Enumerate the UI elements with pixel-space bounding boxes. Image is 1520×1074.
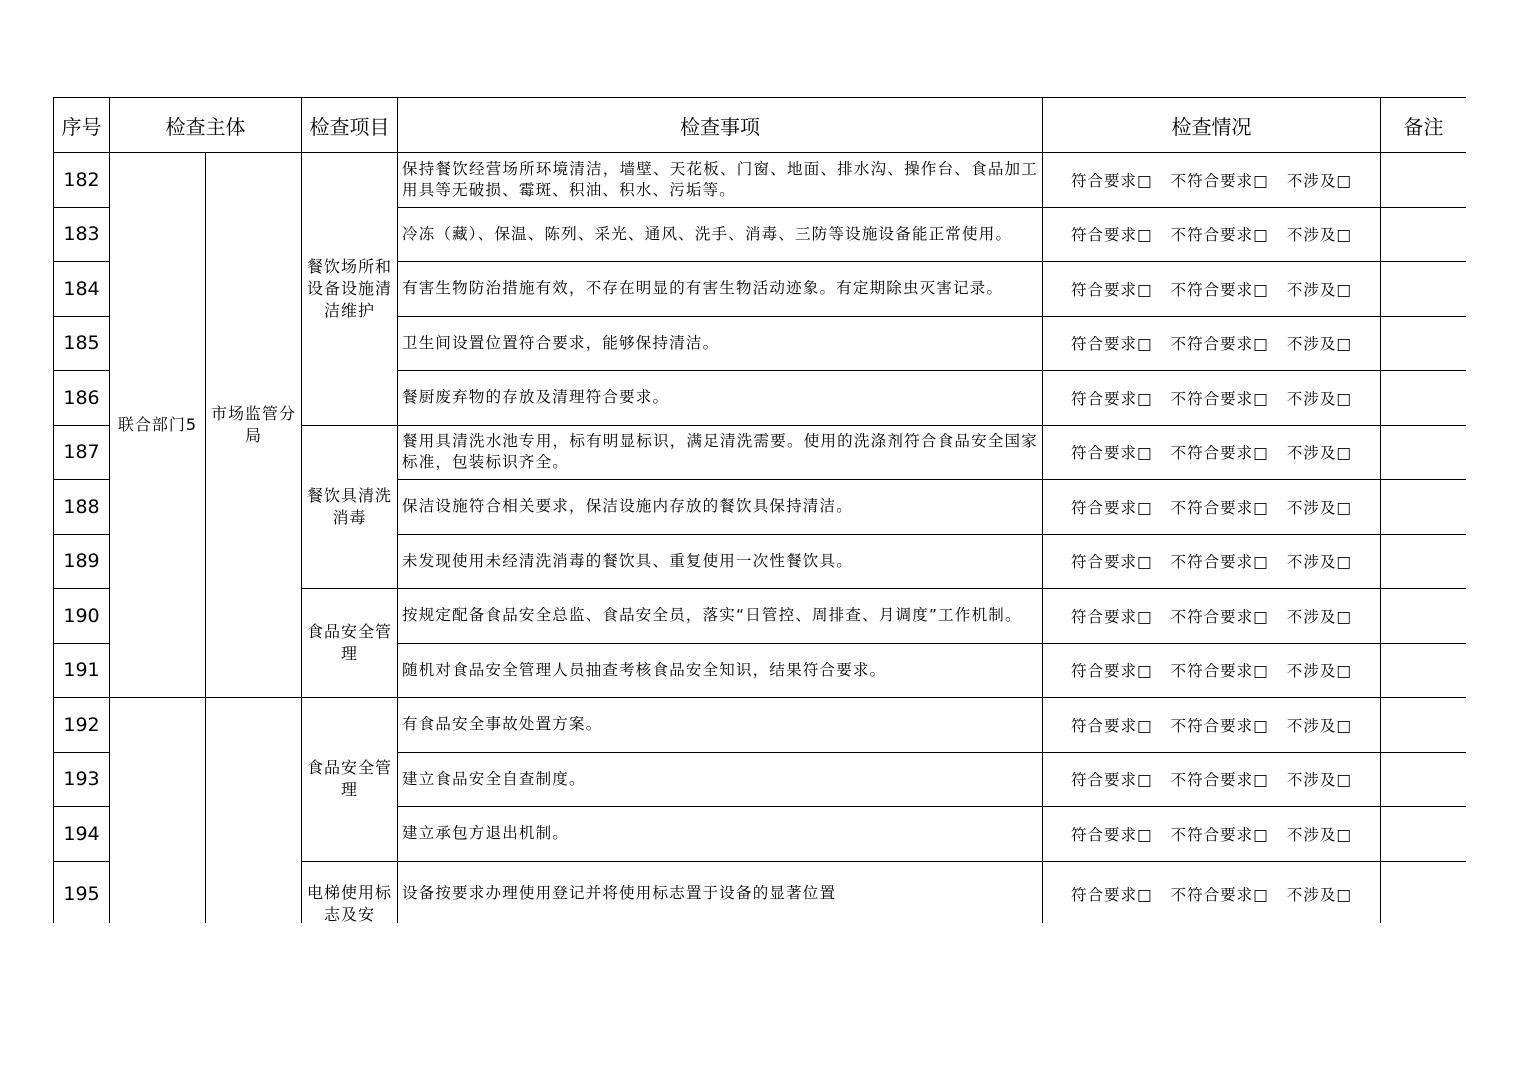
row-item: 建立食品安全自查制度。: [398, 752, 1043, 807]
row-seq: 187: [54, 425, 110, 480]
inspection-table-sheet: [53, 97, 1466, 923]
status-compliant-checkbox[interactable]: 符合要求□: [1071, 226, 1153, 245]
row-status: [1043, 861, 1381, 923]
row-note[interactable]: [1381, 807, 1467, 862]
header-note: 备注: [1381, 98, 1467, 153]
row-item: 有食品安全事故处置方案。: [398, 698, 1043, 753]
status-compliant-checkbox[interactable]: 符合要求□: [1071, 662, 1153, 681]
row-status: [1043, 153, 1381, 208]
header-category: 检查项目: [302, 98, 398, 153]
status-noncompliant-checkbox[interactable]: 不符合要求□: [1170, 662, 1269, 681]
row-status: [1043, 534, 1381, 589]
header-subject: 检查主体: [110, 98, 302, 153]
row-seq: 191: [54, 643, 110, 698]
row-item: 有害生物防治措施有效，不存在明显的有害生物活动迹象。有定期除虫灭害记录。: [398, 262, 1043, 317]
status-noncompliant-checkbox[interactable]: 不符合要求□: [1170, 771, 1269, 790]
row-status: [1043, 316, 1381, 371]
status-na-checkbox[interactable]: 不涉及□: [1286, 771, 1352, 790]
status-na-checkbox[interactable]: 不涉及□: [1286, 171, 1352, 190]
row-seq: 190: [54, 589, 110, 644]
row-status: [1043, 207, 1381, 262]
row-note[interactable]: [1381, 534, 1467, 589]
dept-cell: 联合部门5: [110, 153, 206, 698]
status-na-checkbox[interactable]: 不涉及□: [1286, 716, 1352, 735]
status-noncompliant-checkbox[interactable]: 不符合要求□: [1170, 607, 1269, 626]
row-item: 按规定配备食品安全总监、食品安全员，落实“日管控、周排查、月调度”工作机制。: [398, 589, 1043, 644]
header-item: 检查事项: [398, 98, 1043, 153]
status-noncompliant-checkbox[interactable]: 不符合要求□: [1170, 553, 1269, 572]
status-noncompliant-checkbox[interactable]: 不符合要求□: [1170, 389, 1269, 408]
status-na-checkbox[interactable]: 不涉及□: [1286, 553, 1352, 572]
row-item: 冷冻（藏）、保温、陈列、采光、通风、洗手、消毒、三防等设施设备能正常使用。: [398, 207, 1043, 262]
bureau-cell: 市场监管分局: [206, 153, 302, 698]
category-food-safety-mgmt-2: 食品安全管理: [302, 698, 398, 862]
row-seq: 185: [54, 316, 110, 371]
header-status: 检查情况: [1043, 98, 1381, 153]
row-status: [1043, 425, 1381, 480]
row-item: 随机对食品安全管理人员抽查考核食品安全知识，结果符合要求。: [398, 643, 1043, 698]
row-note[interactable]: [1381, 480, 1467, 535]
row-note[interactable]: [1381, 262, 1467, 317]
row-status: [1043, 371, 1381, 426]
table-row: [54, 153, 1467, 208]
status-compliant-checkbox[interactable]: 符合要求□: [1071, 553, 1153, 572]
row-note[interactable]: [1381, 752, 1467, 807]
row-status: [1043, 643, 1381, 698]
status-compliant-checkbox[interactable]: 符合要求□: [1071, 389, 1153, 408]
row-seq: 186: [54, 371, 110, 426]
category-dish-cleaning: 餐饮具清洗消毒: [302, 425, 398, 589]
row-status: [1043, 480, 1381, 535]
inspection-table: [53, 97, 1466, 923]
row-note[interactable]: [1381, 316, 1467, 371]
status-compliant-checkbox[interactable]: 符合要求□: [1071, 280, 1153, 299]
status-na-checkbox[interactable]: 不涉及□: [1286, 335, 1352, 354]
row-seq: 182: [54, 153, 110, 208]
status-noncompliant-checkbox[interactable]: 不符合要求□: [1170, 171, 1269, 190]
status-na-checkbox[interactable]: 不涉及□: [1286, 226, 1352, 245]
row-seq: 188: [54, 480, 110, 535]
status-compliant-checkbox[interactable]: 符合要求□: [1071, 825, 1153, 844]
status-na-checkbox[interactable]: 不涉及□: [1286, 825, 1352, 844]
row-item: 设备按要求办理使用登记并将使用标志置于设备的显著位置: [398, 861, 1043, 923]
dept-cell-empty: [110, 698, 206, 924]
row-seq: 189: [54, 534, 110, 589]
status-na-checkbox[interactable]: 不涉及□: [1286, 607, 1352, 626]
status-compliant-checkbox[interactable]: 符合要求□: [1071, 885, 1153, 904]
row-status: [1043, 698, 1381, 753]
row-item: 餐厨废弃物的存放及清理符合要求。: [398, 371, 1043, 426]
table-row: [54, 698, 1467, 753]
row-item: 卫生间设置位置符合要求，能够保持清洁。: [398, 316, 1043, 371]
row-seq: 195: [54, 861, 110, 923]
status-na-checkbox[interactable]: 不涉及□: [1286, 662, 1352, 681]
status-na-checkbox[interactable]: 不涉及□: [1286, 444, 1352, 463]
status-noncompliant-checkbox[interactable]: 不符合要求□: [1170, 716, 1269, 735]
status-noncompliant-checkbox[interactable]: 不符合要求□: [1170, 825, 1269, 844]
row-item: 保洁设施符合相关要求，保洁设施内存放的餐饮具保持清洁。: [398, 480, 1043, 535]
row-item: 餐用具清洗水池专用，标有明显标识，满足清洗需要。使用的洗涤剂符合食品安全国家标准，包装标识齐全。: [398, 425, 1043, 480]
category-elevator: 电梯使用标志及安: [302, 861, 398, 923]
row-note[interactable]: [1381, 698, 1467, 753]
row-seq: 193: [54, 752, 110, 807]
row-seq: 194: [54, 807, 110, 862]
status-na-checkbox[interactable]: 不涉及□: [1286, 885, 1352, 904]
row-note[interactable]: [1381, 643, 1467, 698]
row-status: [1043, 589, 1381, 644]
status-compliant-checkbox[interactable]: 符合要求□: [1071, 771, 1153, 790]
category-food-safety-mgmt: 食品安全管理: [302, 589, 398, 698]
row-status: [1043, 752, 1381, 807]
status-noncompliant-checkbox[interactable]: 不符合要求□: [1170, 280, 1269, 299]
row-note[interactable]: [1381, 861, 1467, 923]
row-seq: 184: [54, 262, 110, 317]
row-item: 未发现使用未经清洗消毒的餐饮具、重复使用一次性餐饮具。: [398, 534, 1043, 589]
status-na-checkbox[interactable]: 不涉及□: [1286, 280, 1352, 299]
status-compliant-checkbox[interactable]: 符合要求□: [1071, 607, 1153, 626]
row-note[interactable]: [1381, 153, 1467, 208]
row-item: 保持餐饮经营场所环境清洁，墙壁、天花板、门窗、地面、排水沟、操作台、食品加工用具等无破损、霉斑、积油、积水、污垢等。: [398, 153, 1043, 208]
status-noncompliant-checkbox[interactable]: 不符合要求□: [1170, 226, 1269, 245]
row-item: 建立承包方退出机制。: [398, 807, 1043, 862]
status-compliant-checkbox[interactable]: 符合要求□: [1071, 335, 1153, 354]
row-note[interactable]: [1381, 371, 1467, 426]
header-row: [54, 98, 1467, 153]
row-note[interactable]: [1381, 589, 1467, 644]
row-status: [1043, 262, 1381, 317]
status-noncompliant-checkbox[interactable]: 不符合要求□: [1170, 885, 1269, 904]
row-seq: 192: [54, 698, 110, 753]
status-compliant-checkbox[interactable]: 符合要求□: [1071, 444, 1153, 463]
status-noncompliant-checkbox[interactable]: 不符合要求□: [1170, 444, 1269, 463]
status-compliant-checkbox[interactable]: 符合要求□: [1071, 716, 1153, 735]
status-noncompliant-checkbox[interactable]: 不符合要求□: [1170, 335, 1269, 354]
row-status: [1043, 807, 1381, 862]
status-na-checkbox[interactable]: 不涉及□: [1286, 389, 1352, 408]
status-compliant-checkbox[interactable]: 符合要求□: [1071, 498, 1153, 517]
header-seq: 序号: [54, 98, 110, 153]
status-noncompliant-checkbox[interactable]: 不符合要求□: [1170, 498, 1269, 517]
category-cleaning: 餐饮场所和设备设施清洁维护: [302, 153, 398, 426]
status-compliant-checkbox[interactable]: 符合要求□: [1071, 171, 1153, 190]
row-note[interactable]: [1381, 207, 1467, 262]
status-na-checkbox[interactable]: 不涉及□: [1286, 498, 1352, 517]
row-seq: 183: [54, 207, 110, 262]
bureau-cell-empty: [206, 698, 302, 924]
row-note[interactable]: [1381, 425, 1467, 480]
